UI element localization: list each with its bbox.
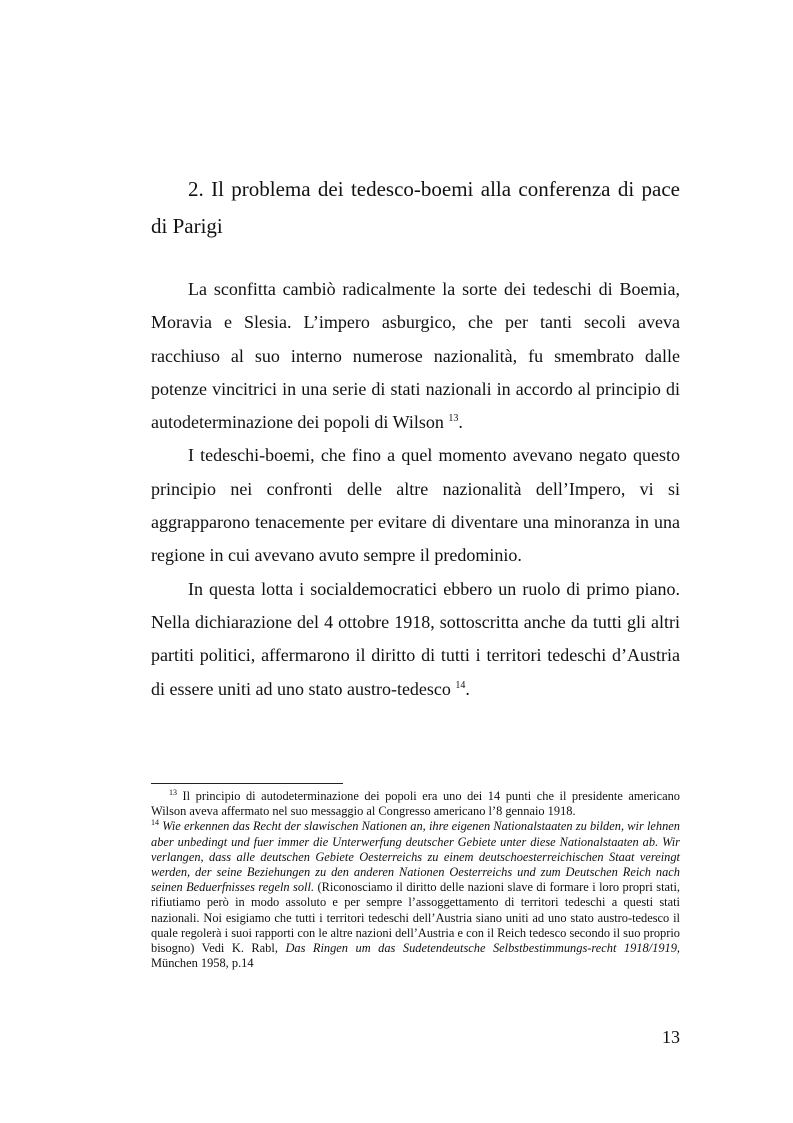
footnote-14-book-title: Das Ringen um das Sudetendeutsche Selbstbestimmungs-recht 1918/1919, xyxy=(285,941,681,956)
paragraph-1-tail: . xyxy=(458,412,463,433)
footnote-14-publication: München 1958, p.14 xyxy=(151,956,254,971)
footnote-13-number: 13 xyxy=(169,787,177,797)
footnote-separator xyxy=(151,783,343,784)
section-heading: 2. Il problema dei tedesco-boemi alla conferenza di pace di Parigi xyxy=(151,177,680,238)
paragraph-3-tail: . xyxy=(465,678,470,699)
body-text xyxy=(151,273,680,706)
footnote-13-text: Il principio di autodeterminazione dei popoli era uno dei 14 punti che il presidente americano Wilson aveva affermato nel suo messaggio al Congresso americano l’8 gennaio 1918. xyxy=(151,789,680,819)
page-number: 13 xyxy=(662,1027,680,1047)
paragraph-1 xyxy=(151,273,680,439)
paragraph-2 xyxy=(151,439,680,572)
footnote-14 xyxy=(151,819,680,971)
footnotes xyxy=(151,789,680,971)
footnote-14-translation: (Riconosciamo il diritto delle nazioni slave di formare i loro propri stati, rifiutiamo però in modo assoluto e per sempre l’assoggettamento di territori tedeschi a questi stati nazionali. Noi esigiamo che tutti i territori tedeschi dell’Austria siano uniti ad uno stato austro-tedesco il quale regolerà i suoi rapporti con le altre nazioni dell’Austria e con il Reich tedesco secondo il suo proprio bisogno) Vedi K. Rabl, xyxy=(151,880,680,956)
footnote-14-number: 14 xyxy=(151,818,159,828)
paragraph-3-text: In questa lotta i socialdemocratici ebbero un ruolo di primo piano. Nella dichiarazione del 4 ottobre 1918, sottoscritta anche da tutti gli altri partiti politici, affermarono il diritto di tutti i territori tedeschi d’Austria di essere uniti ad uno stato austro-tedesco xyxy=(151,578,680,699)
footnote-ref-13[interactable]: 13 xyxy=(448,413,459,425)
paragraph-2-text: I tedeschi-boemi, che fino a quel momento avevano negato questo principio nei confronti delle altre nazionalità dell’Impero, vi si aggrapparono tenacemente per evitare di diventare una minoranza in una regione in cui avevano avuto sempre il predominio. xyxy=(151,445,680,566)
footnote-14-quote: Wie erkennen das Recht der slawischen Nationen an, ihre eigenen Nationalstaaten zu bilden, wir lehnen aber unbedingt und fuer immer die Unterwerfung deutscher Gebiete unter diese Nationalstaaten ab. Wir verlangen, dass alle deutschen Gebiete Oesterreichs zu einem deutschoesterreichischen Staat vereingt werden, der seine Beziehungen zu den anderen Nationen Oesterreichs und zum Deutschen Reich nach seinen Beduerfnisses regeln soll. xyxy=(151,819,680,895)
footnote-ref-14[interactable]: 14 xyxy=(455,679,466,691)
paragraph-3 xyxy=(151,573,680,706)
footnote-13 xyxy=(151,789,680,819)
paragraph-1-text: La sconfitta cambiò radicalmente la sorte dei tedeschi di Boemia, Moravia e Slesia. L’impero asburgico, che per tanti secoli aveva racchiuso al suo interno numerose nazionalità, fu smembrato dalle potenze vincitrici in una serie di stati nazionali in accordo al principio di autodeterminazione dei popoli di Wilson xyxy=(151,279,680,433)
